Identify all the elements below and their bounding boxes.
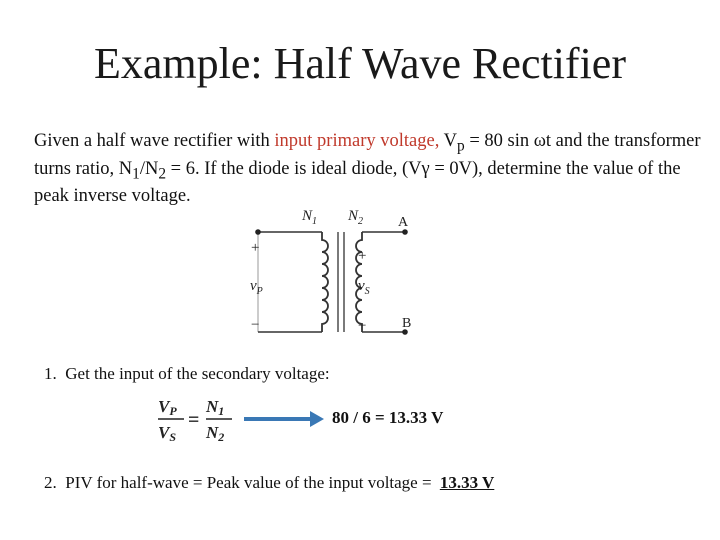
formula-n1: N1 [206,397,225,418]
secondary-voltage-result: 80 / 6 = 13.33 V [332,408,444,427]
step-1-text: Get the input of the secondary voltage: [65,364,330,383]
arrow-right-icon [242,408,326,430]
step-1-number: 1. [44,364,57,383]
vp-subscript: p [457,137,465,155]
primary-plus-sign: + [251,240,260,256]
formula-vs: VS [158,423,177,444]
n1-label: $N_1$ [302,208,318,227]
primary-minus-sign: − [251,317,260,333]
step-2-text: PIV for half-wave = Peak value of the input voltage = [65,473,436,492]
step-2 [44,473,494,493]
problem-text-mid: = 80 sin ωt and the transformer turns ratio, N [34,131,701,179]
transformer-circuit-diagram [240,202,430,342]
turns-ratio-formula [152,396,242,446]
secondary-plus-sign: + [358,248,367,264]
step-2-number: 2. [44,473,57,492]
n2-label: $N_2$ [348,208,364,227]
primary-top-terminal [255,229,261,235]
piv-result: 13.33 V [439,473,495,492]
step-1 [44,364,330,384]
problem-statement [34,130,704,208]
primary-coil [322,232,328,332]
slide-title: Example: Half Wave Rectifier [94,39,626,88]
vp-symbol: V [443,131,457,151]
vp-label: $v_P$ [250,278,263,297]
node-a-label: A [398,215,409,230]
problem-text-ratio: /N [139,158,159,179]
secondary-minus-sign: − [358,318,367,334]
formula-vp: VP [158,397,177,418]
problem-text-intro: Given a half wave rectifier with [34,131,275,151]
highlighted-phrase: input primary voltage, [274,131,440,151]
formula-equals: = [188,409,200,431]
n2-subscript: 2 [158,165,167,183]
formula-n2: N2 [206,423,225,444]
terminal-a [402,229,408,235]
problem-text-rest: = 6. If the diode is ideal diode, (Vγ = 0V), determine the value of the peak inverse voltage. [34,158,681,207]
vs-label: $v_S$ [358,278,370,297]
n1-subscript: 1 [132,165,140,183]
node-b-label: B [402,316,412,331]
